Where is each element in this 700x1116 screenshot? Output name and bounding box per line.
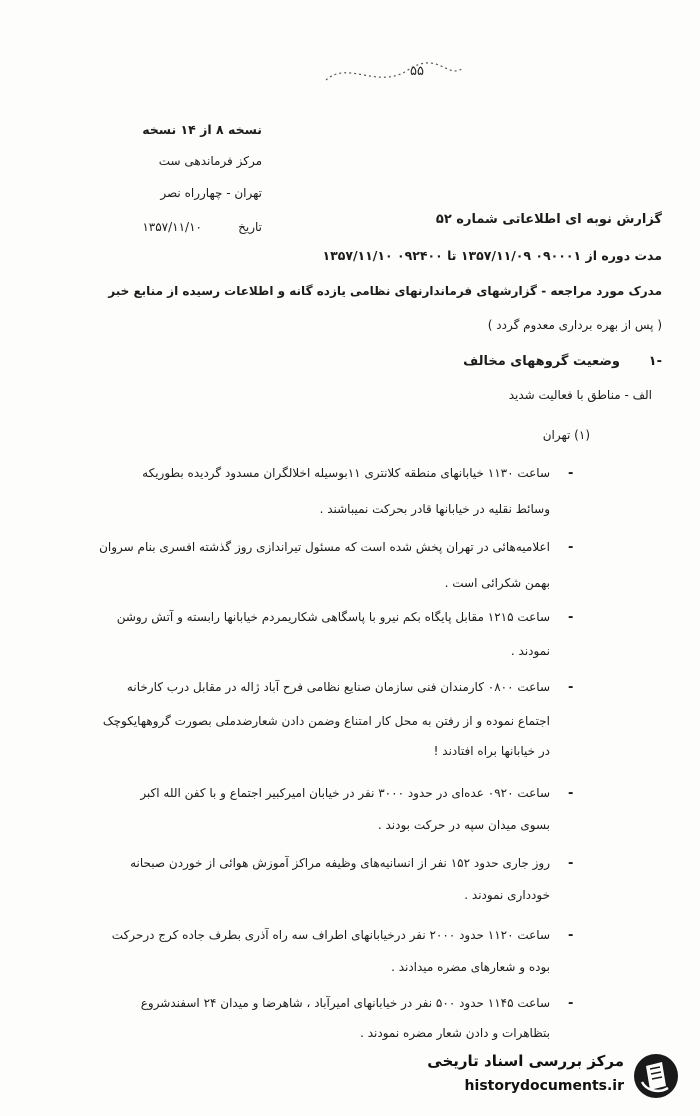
item-line: ساعت ۰۹۲۰ عده‌ای در حدود ۳۰۰۰ نفر در خیابان امیرکبیر اجتماع و با کفن الله اکبر	[140, 786, 550, 800]
item-line: روز جاری حدود ۱۵۲ نفر از انسانیه‌های وظیفه مراکز آموزش هوائی از خوردن صبحانه	[130, 856, 550, 870]
item-line: بهمن شکرائی است .	[444, 576, 550, 590]
city-heading: (۱) تهران	[542, 428, 590, 442]
item-line: بوده و شعارهای مضره میدادند .	[391, 960, 550, 974]
item-line: ساعت ۱۱۲۰ حدود ۲۰۰۰ نفر درخیابانهای اطراف سه راه آذری بطرف جاده کرج درحرکت	[111, 928, 550, 942]
item-line: اعلامیه‌هائی در تهران پخش شده است که مسئول تیراندازی روز گذشته افسری بنام سروان	[99, 540, 550, 554]
item-line: ساعت ۰۸۰۰ کارمندان فنی سازمان صنایع نظامی فرح آباد ژاله در مقابل درب کارخانه	[126, 680, 550, 694]
item-dash: -	[568, 540, 574, 555]
copy-number: نسخه ۸ از ۱۴ نسخه	[142, 122, 262, 137]
item-dash: -	[568, 610, 574, 625]
report-source-note: ( پس از بهره برداری معدوم گردد )	[487, 318, 662, 332]
item-dash: -	[568, 856, 574, 871]
date-value: ۱۳۵۷/۱۱/۱۰	[142, 220, 202, 234]
item-dash: -	[568, 466, 574, 481]
item-line: ساعت ۱۱۳۰ خیابانهای منطقه کلانتری ۱۱بوسیله اخلالگران مسدود گردیده بطوریکه	[142, 466, 550, 480]
report-source: مدرک مورد مراجعه - گزارشهای فرماندارنهای نظامی یازده گانه و اطلاعات رسیده از منابع خبر	[108, 284, 662, 298]
item-dash: -	[568, 680, 574, 695]
site-watermark	[396, 1046, 686, 1106]
subsection-heading: الف - مناطق با فعالیت شدید	[508, 388, 652, 402]
stamp-scribble-icon	[318, 50, 468, 96]
item-dash: -	[568, 996, 574, 1011]
archive-logo-icon	[632, 1052, 680, 1100]
origin-unit: مرکز فرماندهی ست	[158, 154, 262, 168]
item-line: بتظاهرات و دادن شعار مضره نمودند .	[360, 1026, 550, 1040]
item-line: ساعت ۱۱۴۵ حدود ۵۰۰ نفر در خیابانهای امیرآباد ، شاهرضا و میدان ۲۴ اسفندشروع	[140, 996, 550, 1010]
stamp-text: ۵۵	[410, 64, 424, 79]
item-dash: -	[568, 786, 574, 801]
item-dash: -	[568, 928, 574, 943]
stamp-mark	[318, 50, 468, 96]
item-line: اجتماع نموده و از رفتن به محل کار امتناع وضمن دادن شعارضدملی بصورت گروههایکوچک	[102, 714, 550, 728]
item-line: خودداری نمودند .	[464, 888, 550, 902]
date-label: تاریخ	[238, 220, 262, 234]
report-title: گزارش نوبه ای اطلاعاتی شماره ۵۲	[435, 212, 662, 227]
item-line: بسوی میدان سپه در حرکت بودند .	[377, 818, 550, 832]
item-line: نمودند .	[510, 644, 550, 658]
item-line: در خیابانها براه افتادند !	[433, 744, 550, 758]
section-number: ۱-	[648, 354, 662, 369]
report-period: مدت دوره از ۰۹۰۰۰۱ ۱۳۵۷/۱۱/۰۹ تا ۰۹۲۴۰۰ ۱۳۵۷/۱۱/۱۰	[322, 248, 662, 263]
item-line: ساعت ۱۲۱۵ مقابل پایگاه بکم نیرو با پاسگاهی شکاریمردم خیابانها رابسته و آتش روشن	[116, 610, 550, 624]
watermark-title: مرکز بررسی اسناد تاریخی	[427, 1052, 624, 1070]
item-line: وسائط نقلیه در خیابانها قادر بحرکت نمیباشند .	[319, 502, 550, 516]
origin-address: تهران - چهارراه نصر	[160, 186, 262, 200]
section-heading: وضعیت گروههای مخالف	[463, 354, 620, 369]
watermark-url: historydocuments.ir	[464, 1078, 624, 1094]
